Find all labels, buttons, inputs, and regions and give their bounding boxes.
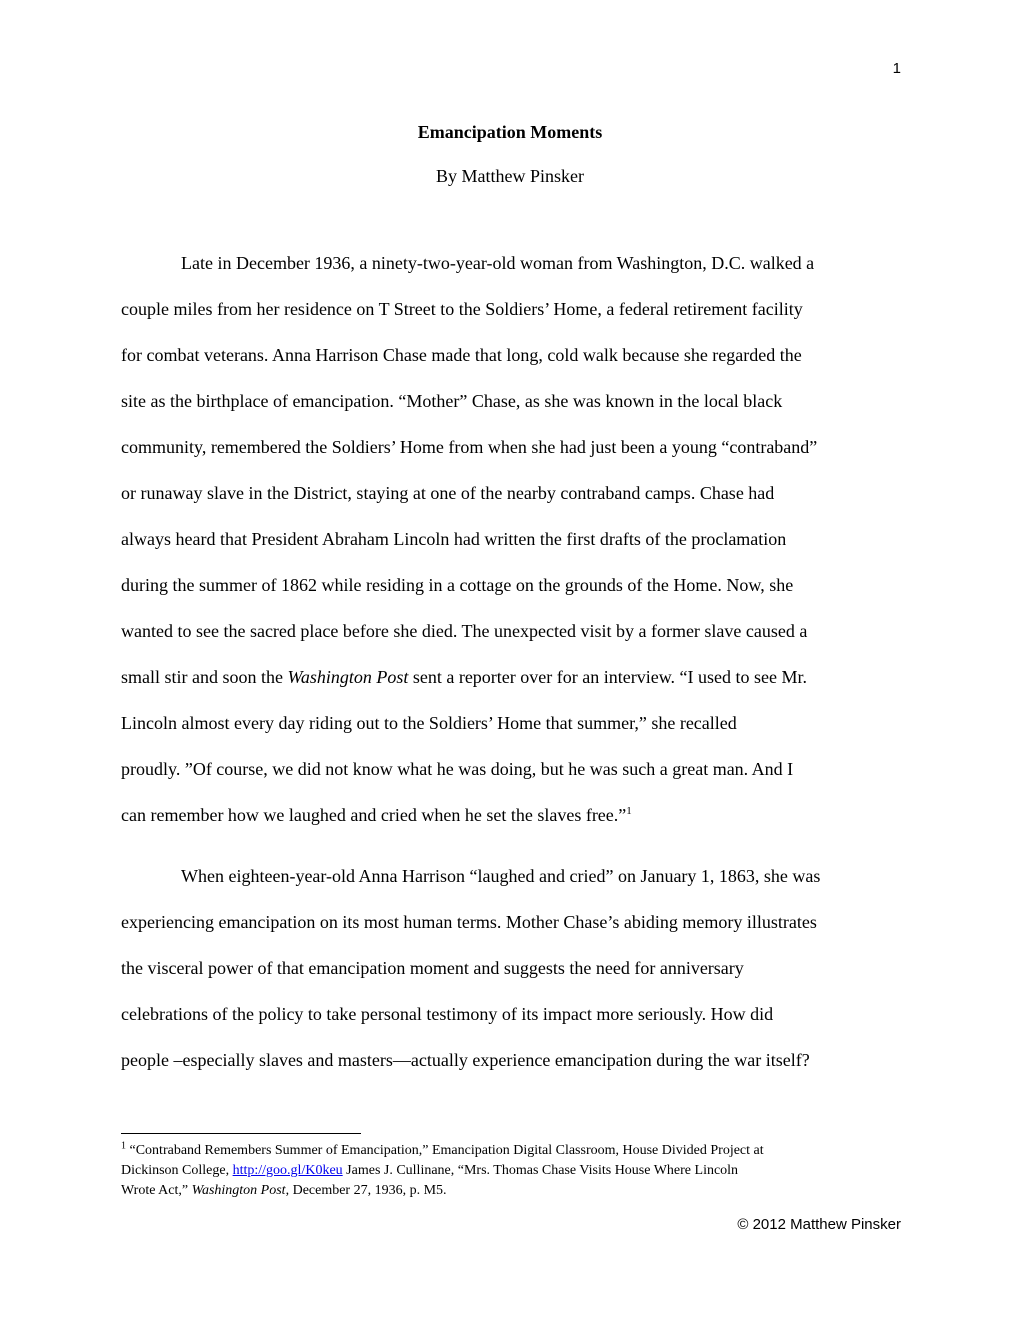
- paragraph-2: [121, 853, 901, 1083]
- paragraph-line: proudly. ”Of course, we did not know what he was doing, but he was such a great man. And I: [121, 759, 794, 779]
- paragraph-line: experiencing emancipation on its most human terms. Mother Chase’s abiding memory illustrates: [121, 912, 817, 932]
- paragraph-line: site as the birthplace of emancipation. “Mother” Chase, as she was known in the local black: [121, 391, 783, 411]
- footnote-reference[interactable]: 1: [626, 805, 632, 817]
- footnote-text: Dickinson College,: [121, 1163, 233, 1178]
- footnote-text: James J. Cullinane, “Mrs. Thomas Chase Visits House Where Lincoln: [342, 1163, 739, 1178]
- copyright-notice: © 2012 Matthew Pinsker: [737, 1216, 901, 1233]
- footnote-text: “Contraband Remembers Summer of Emancipation,” Emancipation Digital Classroom, House Divided Project at: [126, 1143, 764, 1158]
- paragraph-line: people –especially slaves and masters—actually experience emancipation during the war itself?: [121, 1050, 810, 1070]
- footnote-link[interactable]: http://goo.gl/K0keu: [232, 1163, 343, 1178]
- footnote-line: [121, 1161, 901, 1181]
- paragraph-line: community, remembered the Soldiers’ Home from when she had just been a young “contraband”: [121, 437, 818, 457]
- paragraph-line: Lincoln almost every day riding out to the Soldiers’ Home that summer,” she recalled: [121, 713, 737, 733]
- footnote-line: [121, 1181, 901, 1201]
- paragraph-line: Late in December 1936, a ninety-two-year-old woman from Washington, D.C. walked a: [181, 253, 815, 273]
- paragraph-line: always heard that President Abraham Lincoln had written the first drafts of the proclamation: [121, 529, 787, 549]
- paragraph-line: [121, 792, 901, 838]
- newspaper-title: Washington Post: [287, 667, 409, 687]
- line-text: sent a reporter over for an interview. “I used to see Mr.: [408, 667, 808, 687]
- paragraph-line: the visceral power of that emancipation moment and suggests the need for anniversary: [121, 958, 744, 978]
- footnote-line: [121, 1141, 901, 1161]
- paragraph-line: couple miles from her residence on T Street to the Soldiers’ Home, a federal retirement facility: [121, 299, 803, 319]
- footnote-text: Wrote Act,”: [121, 1183, 192, 1198]
- article-title: Emancipation Moments: [417, 122, 603, 142]
- paragraph-1: [121, 240, 901, 838]
- article-byline: By Matthew Pinsker: [436, 166, 584, 186]
- newspaper-title: Washington Post: [191, 1183, 286, 1198]
- line-text: small stir and soon the: [121, 667, 288, 687]
- paragraph-line: celebrations of the policy to take personal testimony of its impact more seriously. How did: [121, 1004, 774, 1024]
- paragraph-line: When eighteen-year-old Anna Harrison “laughed and cried” on January 1, 1863, she was: [181, 866, 821, 886]
- paragraph-line: [121, 654, 901, 700]
- page-number: 1: [892, 60, 901, 77]
- footnote-text: , December 27, 1936, p. M5.: [285, 1183, 447, 1198]
- paragraph-line: or runaway slave in the District, staying at one of the nearby contraband camps. Chase had: [121, 483, 775, 503]
- footnote: [121, 1141, 901, 1201]
- line-text: can remember how we laughed and cried when he set the slaves free.”: [121, 805, 627, 825]
- footnote-divider: [121, 1133, 361, 1134]
- paragraph-line: during the summer of 1862 while residing in a cottage on the grounds of the Home. Now, she: [121, 575, 794, 595]
- paragraph-line: wanted to see the sacred place before she died. The unexpected visit by a former slave caused a: [121, 621, 808, 641]
- footnote-number: 1: [121, 1140, 126, 1152]
- paragraph-line: for combat veterans. Anna Harrison Chase made that long, cold walk because she regarded the: [121, 345, 802, 365]
